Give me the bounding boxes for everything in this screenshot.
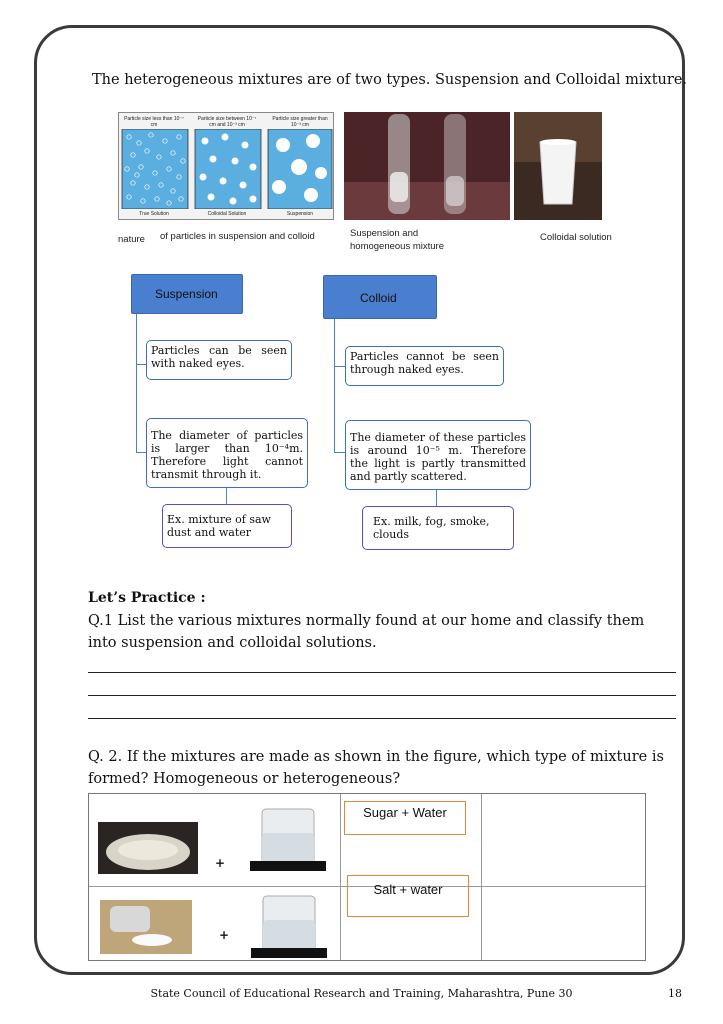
answer-line-3[interactable] bbox=[88, 718, 676, 719]
suspension-ex-connector bbox=[226, 488, 227, 504]
caption-particles: of particles in suspension and colloid bbox=[160, 231, 315, 242]
plus-sign-1: + bbox=[215, 856, 226, 870]
panel-name-true: True Solution bbox=[139, 211, 169, 217]
sugar-water-text: Sugar + Water bbox=[363, 805, 447, 820]
suspension-visibility-text: Particles can be seen with naked eyes. bbox=[151, 344, 287, 370]
colloid-visibility-text: Particles cannot be seen through naked eyes. bbox=[350, 350, 499, 376]
panel-label-suspension: Particle size greater than 10⁻³ cm bbox=[272, 116, 328, 128]
suspension-diameter-box bbox=[146, 418, 308, 488]
colloid-visibility-box bbox=[345, 346, 504, 386]
caption-nature: nature bbox=[118, 234, 145, 245]
test-tubes-photo bbox=[344, 112, 510, 220]
panel-name-colloid: Colloidal Solution bbox=[207, 211, 247, 217]
footer: State Council of Educational Research and Training, Maharashtra, Pune 30 bbox=[150, 987, 573, 1000]
intro-text: The heterogeneous mixtures are of two types. Suspension and Colloidal mixture. bbox=[92, 72, 688, 88]
panel-name-suspension: Suspension bbox=[286, 211, 314, 217]
colloid-diameter-box bbox=[345, 420, 531, 490]
answer-line-1[interactable] bbox=[88, 672, 676, 673]
suspension-visibility-box bbox=[146, 340, 292, 380]
practice-heading: Let’s Practice : bbox=[88, 590, 206, 606]
salt-water-text: Salt + water bbox=[373, 882, 443, 897]
suspension-example-text: Ex. mixture of saw dust and water bbox=[167, 513, 271, 539]
question-2: Q. 2. If the mixtures are made as shown in the figure, which type of mixture is formed? Homogeneous or heterogeneous? bbox=[88, 749, 664, 787]
suspension-diameter-text: The diameter of particles is larger than 10⁻⁴m. Therefore light cannot transmit through it. bbox=[151, 429, 303, 481]
milk-glass-graphic bbox=[514, 112, 602, 220]
milk-glass-photo bbox=[514, 112, 602, 220]
water-glass-2 bbox=[251, 892, 327, 958]
plus-sign-2: + bbox=[219, 928, 230, 942]
suspension-branch-2 bbox=[136, 452, 146, 453]
suspension-connector bbox=[136, 314, 137, 452]
mixture-table bbox=[88, 793, 646, 961]
particle-panels-graphic bbox=[121, 129, 333, 209]
question-1: Q.1 List the various mixtures normally found at our home and classify them into suspension and colloidal solutions. bbox=[88, 613, 645, 651]
colloid-header bbox=[323, 275, 437, 319]
particle-diagram bbox=[118, 112, 334, 220]
panel-label-true: Particle size less than 10⁻⁷ cm bbox=[124, 116, 184, 128]
salt-water-label bbox=[347, 875, 469, 917]
caption-suspension-1: Suspension and bbox=[350, 228, 419, 239]
colloid-diameter-text: The diameter of these particles is around 10⁻⁵ m. Therefore the light is partly transmitted and partly scattered. bbox=[350, 431, 526, 483]
suspension-example-box bbox=[162, 504, 292, 548]
answer-line-2[interactable] bbox=[88, 695, 676, 696]
colloid-example-box bbox=[362, 506, 514, 550]
salt-image bbox=[100, 900, 192, 954]
table-col-divider-2 bbox=[481, 794, 482, 960]
water-glass-1 bbox=[250, 805, 326, 871]
colloid-connector bbox=[334, 319, 335, 452]
colloid-example-text: Ex. milk, fog, smoke, clouds bbox=[373, 515, 490, 541]
suspension-title: Suspension bbox=[155, 287, 218, 301]
panel-label-colloid: Particle size between 10⁻⁷ cm and 10⁻³ cm bbox=[197, 116, 257, 128]
page-number: 18 bbox=[668, 987, 682, 1000]
colloid-ex-connector bbox=[436, 490, 437, 506]
colloid-title: Colloid bbox=[360, 291, 397, 305]
caption-suspension-2: homogeneous mixture bbox=[350, 241, 444, 252]
sugar-image bbox=[98, 822, 198, 874]
sugar-water-label bbox=[344, 801, 466, 835]
test-tubes-graphic bbox=[344, 112, 510, 220]
suspension-branch-1 bbox=[136, 364, 146, 365]
table-col-divider-1 bbox=[340, 794, 341, 960]
caption-colloidal: Colloidal solution bbox=[540, 232, 612, 243]
suspension-header bbox=[131, 274, 243, 314]
